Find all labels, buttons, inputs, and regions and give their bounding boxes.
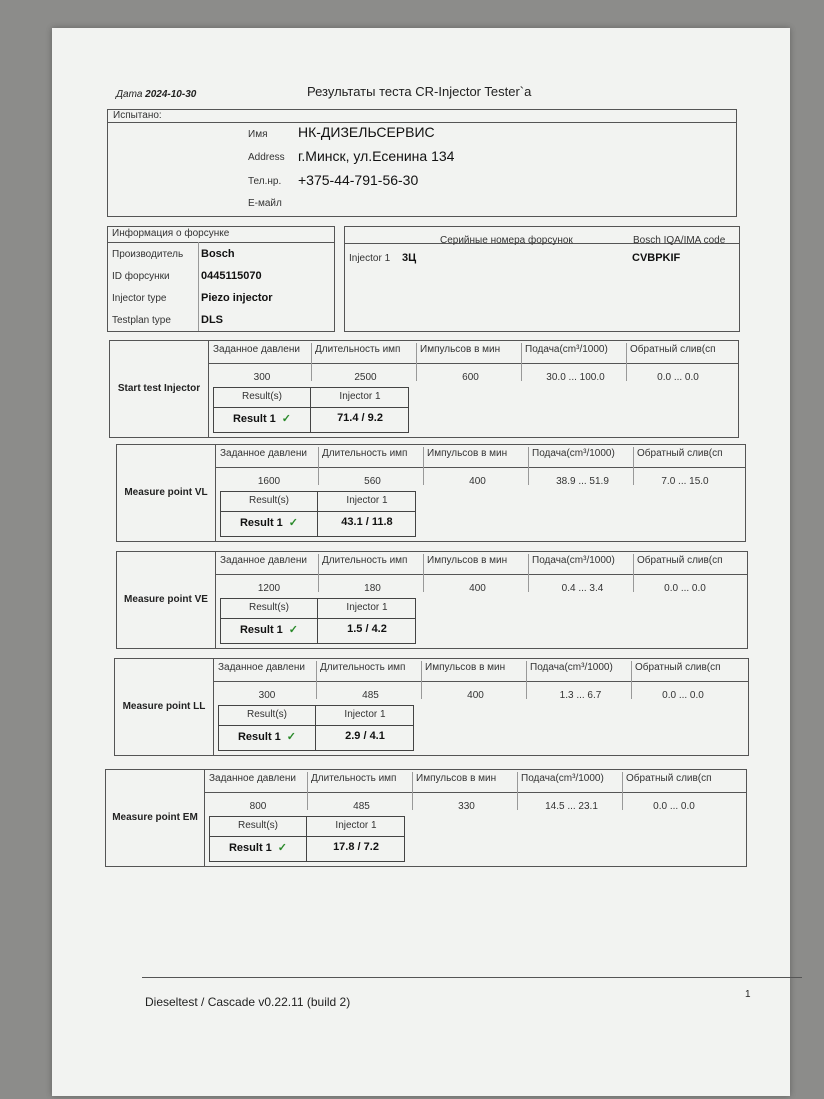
result-label: Result 1: [239, 624, 283, 636]
manufacturer-key: Производитель: [112, 249, 184, 260]
column-header: Подача(cm³/1000): [525, 344, 608, 355]
column-value: 0.0 ... 0.0: [653, 801, 695, 812]
section-name: Measure point VE: [124, 594, 208, 605]
column-value: 7.0 ... 15.0: [661, 476, 709, 487]
result-header: Result(s): [241, 391, 282, 402]
result-label: Result 1: [239, 517, 283, 529]
column-header: Заданное давлени: [209, 773, 296, 784]
column-value: 14.5 ... 23.1: [545, 801, 598, 812]
column-value: 30.0 ... 100.0: [546, 372, 605, 383]
check-icon: ✓: [288, 624, 298, 636]
section-3: [116, 551, 748, 649]
iqa-code-value: CVBPKIF: [632, 252, 681, 264]
column-value: 0.0 ... 0.0: [664, 583, 706, 594]
serials-box: [344, 226, 740, 332]
report-date: [116, 89, 196, 100]
column-header: Длительность имп: [322, 555, 408, 566]
column-value: 400: [467, 690, 484, 701]
address-key: Address: [248, 152, 285, 163]
date-label: Дата: [116, 89, 143, 100]
result-label: Result 1: [237, 731, 281, 743]
column-value: 600: [462, 372, 479, 383]
column-header: Подача(cm³/1000): [521, 773, 604, 784]
injector-info-box: [107, 226, 335, 332]
column-value: 1600: [257, 476, 281, 487]
result-header: Result(s): [248, 602, 289, 613]
result-table: [220, 491, 416, 537]
column-header: Обратный слив(cп: [637, 448, 723, 459]
document-page: [52, 28, 790, 1096]
address-value: г.Минск, ул.Есенина 134: [298, 148, 455, 164]
result-header: Result(s): [248, 495, 289, 506]
result-table: [220, 598, 416, 644]
section-2: [116, 444, 746, 542]
column-header: Заданное давлени: [220, 555, 307, 566]
serial-row-label: Injector 1: [349, 253, 391, 264]
result-table: [213, 387, 409, 433]
check-icon: ✓: [277, 842, 287, 854]
column-value: 38.9 ... 51.9: [556, 476, 609, 487]
result-label: Result 1: [228, 842, 272, 854]
section-name: Start test Injector: [117, 383, 201, 394]
result-value: 17.8 / 7.2: [333, 841, 379, 853]
column-value: 0.0 ... 0.0: [662, 690, 704, 701]
column-header: Импульсов в мин: [425, 662, 506, 673]
column-header: Длительность имп: [311, 773, 397, 784]
testplan-type-value: DLS: [201, 314, 223, 326]
column-header: Импульсов в мин: [416, 773, 497, 784]
result-value: 1.5 / 4.2: [347, 623, 387, 635]
check-icon: ✓: [288, 517, 298, 529]
column-header: Длительность имп: [320, 662, 406, 673]
column-value: 180: [364, 583, 381, 594]
name-key: Имя: [248, 129, 268, 140]
column-value: 560: [364, 476, 381, 487]
column-header: Обратный слив(cп: [637, 555, 723, 566]
injector-header: Injector 1: [346, 602, 388, 613]
injector-type-key: Injector type: [112, 293, 167, 304]
injector-type-value: Piezo injector: [201, 292, 273, 304]
phone-value: +375-44-791-56-30: [298, 172, 419, 188]
column-header: Обратный слив(cп: [630, 344, 716, 355]
column-header: Длительность имп: [315, 344, 401, 355]
column-header: Длительность имп: [322, 448, 408, 459]
section-1: [109, 340, 739, 438]
section-4: [114, 658, 749, 756]
column-header: Импульсов в мин: [427, 448, 508, 459]
footer-divider: [142, 977, 802, 978]
injector-id-key: ID форсунки: [112, 271, 170, 282]
testplan-type-key: Testplan type: [112, 315, 171, 326]
column-value: 485: [353, 801, 370, 812]
column-value: 330: [458, 801, 475, 812]
column-value: 0.0 ... 0.0: [657, 372, 699, 383]
result-table: [209, 816, 405, 862]
column-value: 400: [469, 476, 486, 487]
result-header: Result(s): [246, 709, 287, 720]
injector-header: Injector 1: [344, 709, 386, 720]
column-header: Подача(cm³/1000): [532, 555, 615, 566]
serials-col-header: Серийные номера форсунок: [440, 235, 573, 246]
iqa-col-header: Bosch IQA/IMA code: [633, 235, 726, 246]
page-number: 1: [745, 989, 751, 1000]
column-value: 0.4 ... 3.4: [561, 583, 604, 594]
result-table: [218, 705, 414, 751]
result-value: 71.4 / 9.2: [337, 412, 383, 424]
column-header: Заданное давлени: [213, 344, 300, 355]
tested-label: Испытано:: [113, 110, 162, 121]
column-value: 485: [362, 690, 379, 701]
injector-info-title: Информация о форсунке: [112, 228, 230, 239]
result-value: 43.1 / 11.8: [341, 516, 393, 528]
footer-software: Dieseltest / Cascade v0.22.11 (build 2): [145, 995, 351, 1009]
check-icon: ✓: [281, 413, 291, 425]
column-header: Подача(cm³/1000): [532, 448, 615, 459]
column-header: Заданное давлени: [220, 448, 307, 459]
email-key: E-майл: [248, 198, 282, 209]
report-title: Результаты теста CR-Injector Tester`a: [307, 84, 532, 99]
tested-box: [107, 109, 737, 217]
column-header: Обратный слив(cп: [635, 662, 721, 673]
column-value: 400: [469, 583, 486, 594]
column-header: Импульсов в мин: [427, 555, 508, 566]
column-header: Импульсов в мин: [420, 344, 501, 355]
result-value: 2.9 / 4.1: [345, 730, 385, 742]
injector-header: Injector 1: [335, 820, 377, 831]
name-value: НК-ДИЗЕЛЬСЕРВИС: [298, 124, 435, 140]
section-name: Measure point LL: [122, 701, 206, 712]
column-value: 300: [253, 372, 271, 383]
section-name: Measure point VL: [124, 487, 208, 498]
phone-key: Тел.нр.: [248, 176, 282, 187]
result-label: Result 1: [232, 413, 276, 425]
column-header: Обратный слив(cп: [626, 773, 712, 784]
section-5: [105, 769, 747, 867]
section-name: Measure point EM: [112, 812, 198, 823]
injector-header: Injector 1: [339, 391, 381, 402]
manufacturer-value: Bosch: [201, 248, 235, 260]
injector-header: Injector 1: [346, 495, 388, 506]
check-icon: ✓: [286, 731, 296, 743]
column-header: Подача(cm³/1000): [530, 662, 613, 673]
column-value: 300: [258, 690, 276, 701]
column-value: 1.3 ... 6.7: [559, 690, 602, 701]
date-value: 2024-10-30: [145, 89, 197, 100]
column-value: 1200: [257, 583, 281, 594]
column-header: Заданное давлени: [218, 662, 305, 673]
result-header: Result(s): [237, 820, 278, 831]
column-value: 800: [249, 801, 267, 812]
serial-value: 3Ц: [402, 252, 417, 264]
column-value: 2500: [354, 372, 377, 383]
injector-id-value: 0445115070: [201, 270, 262, 282]
